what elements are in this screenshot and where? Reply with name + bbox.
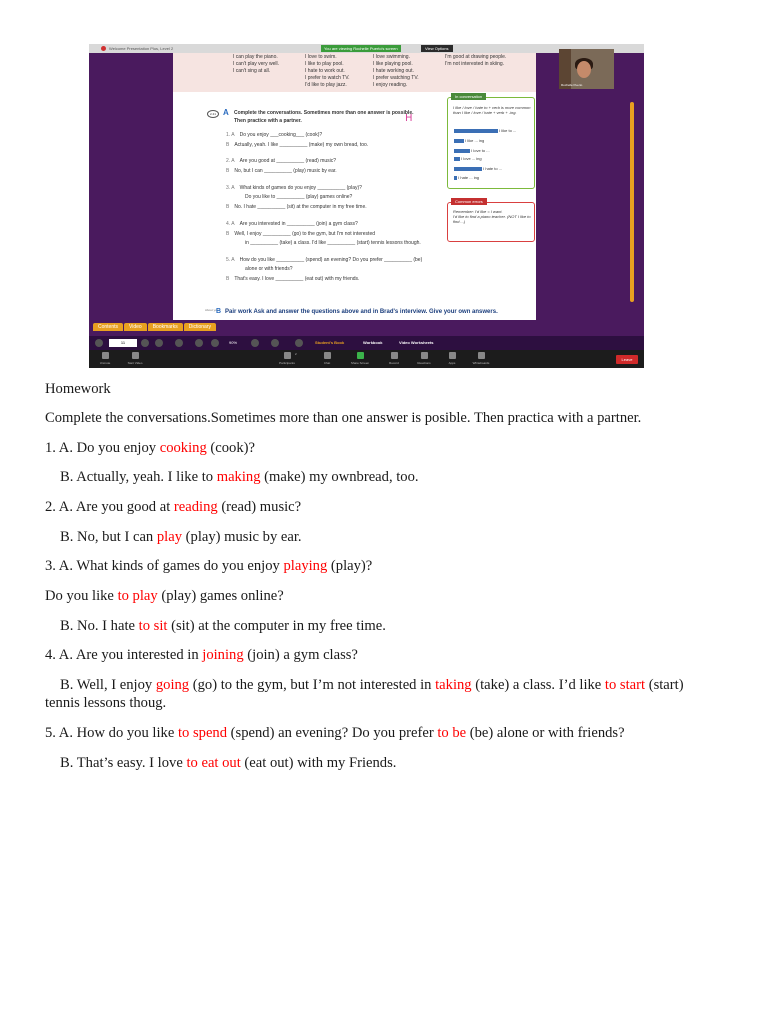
q-text: (take) a class. I’d like [471,677,605,693]
line-text: Are you good at __________ (read) music? [239,158,337,164]
question-1a [45,439,255,457]
usage-label: I love to ... [471,148,490,153]
tab-workbook[interactable]: Workbook [363,340,383,345]
microphone-icon [102,352,109,359]
line-label: 1. A [226,132,235,138]
q-text: B. That’s easy. I love [60,755,187,771]
question-3a-followup [45,587,284,605]
q-text: (be) alone or with friends? [466,725,625,741]
common-errors-text [453,209,531,224]
answer: going [155,677,190,693]
usage-bar-row [454,166,502,171]
tab-contents[interactable]: Contents [93,323,123,331]
usage-bar [454,157,460,161]
question-2a [45,498,301,516]
line-text: No, but I can __________ (play) music by ear. [234,168,337,174]
answer: to be [437,725,467,741]
line-label: B [226,204,230,210]
book-line [245,193,352,201]
usage-bar-row [454,175,479,180]
zoom-level[interactable]: 90% [229,340,238,345]
page-number-input[interactable]: 11 [109,339,137,347]
question-1b [60,468,419,486]
q-text: (go) to the gym, but I’m not interested in [189,677,436,693]
book-line [226,220,358,228]
grammar-cell: I can play the piano. [233,54,278,60]
q-text: (make) my ownbread, too. [260,469,419,485]
line-label: B [226,142,230,148]
book-line [226,230,375,238]
section-letter: B [216,308,222,315]
usage-label: I hate to ... [483,166,503,171]
control-label: Chat [323,361,331,365]
question-4a [45,646,358,664]
common-errors-line: Remember: I'd like = I want. [453,209,503,214]
common-errors-line: I'd like to find a piano teacher. (NOT I like to find ...) [453,214,531,224]
answer: making [216,469,261,485]
control-label: Share Screen [350,361,370,365]
grammar-cell: I like playing pool. [373,61,413,67]
pair-work-line [173,308,536,320]
grammar-cell: I'm not interested in skiing. [445,61,505,67]
line-text: How do you like __________ (spend) an evening? Do you prefer __________ (be) [239,257,423,263]
q-text: (eat out) with my Friends. [240,755,397,771]
handwritten-annotation: H [405,113,413,124]
line-text: Well, I enjoy __________ (go) to the gym, but I'm not interested [234,231,376,237]
share-screen-button[interactable] [348,352,372,365]
line-label: 4. A [226,221,235,227]
usage-label: I like to ... [499,128,517,133]
help-icon[interactable] [295,339,303,347]
q-text: (join) a gym class? [243,647,358,663]
grammar-cell: I prefer to watch TV. [305,75,350,81]
window-title: Welcome Presentation Plus, Level 2 [109,46,174,51]
answer: play [156,529,183,545]
line-text: Do you like to __________ (play) games online? [245,194,353,200]
book-line [226,141,368,149]
double-page-icon[interactable] [155,339,163,347]
control-label: Record [389,361,399,365]
usage-bar-row [454,156,482,161]
prev-page-icon[interactable] [95,339,103,347]
answer: cooking [159,440,207,456]
in-conversation-text: I like / love / hate to + verb is more common than I like / love / hate + verb + -ing. [453,105,531,115]
grammar-cell: I'm good at drawing people. [445,54,507,60]
q-text: (read) music? [217,499,302,515]
grammar-cell: I enjoy reading. [373,82,408,88]
control-label: Reactions [417,361,431,365]
start-video-button[interactable] [123,352,147,365]
grammar-cell: I'd like to play jazz. [305,82,347,88]
answer: reading [173,499,218,515]
tab-dictionary[interactable]: Dictionary [184,323,216,331]
line-label: 2. A [226,158,235,164]
usage-label: I like ... ing [465,138,485,143]
reactions-icon [421,352,428,359]
book-line [226,157,336,165]
q-text: Do you like [45,588,118,604]
in-conversation-tag: In conversation [451,93,486,100]
line-label: 3. A [226,185,235,191]
line-label: 5. A [226,257,235,263]
question-3a [45,557,372,575]
whiteboards-button[interactable] [469,352,493,365]
whiteboard-icon [478,352,485,359]
usage-bar [454,167,482,171]
answer: to eat out [186,755,241,771]
apps-button[interactable] [440,352,464,365]
control-label: Start Video [127,361,143,365]
grammar-cell: I hate working out. [373,68,414,74]
grammar-cell: I can't sing at all. [233,68,271,74]
line-text: Do you enjoy ___cooking___ (cook)? [239,132,323,138]
answer: to play [117,588,158,604]
line-text: alone or with friends? [245,266,293,272]
record-button[interactable] [382,352,406,365]
in-conversation-box [447,94,535,189]
question-4b-continued: tennis lessons thoug. [45,695,167,711]
usage-bar-row [454,138,484,143]
answer: to sit [138,618,168,634]
q-text: 3. A. What kinds of games do you enjoy [45,558,284,574]
grammar-cell: I prefer watching TV. [373,75,419,81]
q-text: (cook)? [206,440,255,456]
q-text: (play)? [327,558,373,574]
answer: to start [604,677,646,693]
grammar-cell: I love swimming. [373,54,410,60]
question-5b [60,754,396,772]
control-label: Apps [448,361,456,365]
grammar-cell: I like to play pool. [305,61,344,67]
line-text: in __________ (take) a class. I'd like __________ (start) tennis lessons though. [245,240,421,246]
record-icon [391,352,398,359]
zoom-meeting-controls [89,350,644,368]
usage-bar-row [454,148,490,153]
question-5a [45,724,625,742]
chat-icon [324,352,331,359]
line-label: B [226,276,230,282]
next-page-icon[interactable] [141,339,149,347]
keyboard-icon[interactable] [271,339,279,347]
camera-icon [132,352,139,359]
share-screen-icon [357,352,364,359]
answer: to spend [177,725,228,741]
leave-button[interactable]: Leave [616,355,638,364]
book-line [226,131,322,139]
apps-icon [449,352,456,359]
audio-icon[interactable]: 2-31 [207,110,219,118]
q-text: B. No, but I can [60,529,157,545]
grammar-cell: I hate to work out. [305,68,345,74]
zoom-screenshot [89,44,644,368]
control-label: Unmute [99,361,111,365]
q-text: (sit) at the computer in my free time. [167,618,386,634]
tab-bookmarks[interactable]: Bookmarks [148,323,183,331]
book-line [245,239,421,247]
question-4b [60,676,684,694]
section-letter: A [223,108,229,117]
grammar-cell: I can't play very well. [233,61,279,67]
usage-bar [454,149,470,153]
usage-label: I hate ... ing [458,175,480,180]
usage-label: I love ... ing [461,156,482,161]
line-label: B [226,168,230,174]
q-text: B. Well, I enjoy [60,677,156,693]
q-text: (play) games online? [157,588,284,604]
grammar-col-2 [305,54,349,89]
record-icon [101,46,106,51]
tab-students-book[interactable]: Student's Book [315,340,345,345]
answer: taking [435,677,472,693]
book-line [226,203,367,211]
q-text: 4. A. Are you interested in [45,647,203,663]
about-you-label: About you [205,308,219,312]
book-line [226,167,337,175]
line-text: What kinds of games do you enjoy __________ (play)? [239,185,362,191]
q-text: B. No. I hate [60,618,139,634]
participant-video[interactable] [559,49,614,89]
common-errors-tag: Common errors [451,198,487,205]
grammar-col-4 [445,54,506,68]
homework-instruction: Complete the conversations.Sometimes more than one answer is posible. Then practica with a partner. [45,410,642,426]
q-text: (start) [645,677,684,693]
share-banner: You are viewing Rochelle Puerto's screen [321,45,401,52]
reactions-button[interactable] [412,352,436,365]
section-instruction: Complete the conversations. Sometimes more than one answer is possible. Then practice with a partner. [234,110,414,124]
participants-icon [284,352,291,359]
chat-button[interactable] [315,352,339,365]
book-viewer-toolbar [89,336,644,350]
q-text: (spend) an evening? Do you prefer [227,725,438,741]
single-page-icon[interactable] [175,339,183,347]
grammar-col-3 [373,54,419,89]
q-text: 5. A. How do you like [45,725,178,741]
zoom-in-icon[interactable] [195,339,203,347]
grammar-table [173,53,536,92]
view-options-button[interactable]: View Options [421,45,453,52]
answer: joining [202,647,244,663]
q-text: 1. A. Do you enjoy [45,440,160,456]
unmute-button[interactable] [93,352,117,365]
question-2b [60,528,302,546]
book-line [226,275,359,283]
usage-bar-row [454,128,516,133]
book-line [226,184,362,192]
line-label: B [226,231,230,237]
control-label: Whiteboards [472,361,490,365]
usage-bar [454,176,457,180]
tab-video[interactable]: Video [124,323,147,331]
zoom-out-icon[interactable] [211,339,219,347]
grammar-cell: I love to swim. [305,54,337,60]
line-text: Are you interested in __________ (join) a gym class? [239,221,358,227]
book-line [245,265,293,273]
participants-count: 2 [295,352,297,356]
q-text: (play) music by ear. [182,529,302,545]
participant-face [577,61,591,78]
fit-page-icon[interactable] [251,339,259,347]
viewer-tabs [93,323,217,333]
book-line [226,256,422,264]
tab-video-worksheets[interactable]: Video Worksheets [399,340,434,345]
question-3b [60,617,386,635]
q-text: B. Actually, yeah. I like to [60,469,217,485]
line-text: That's easy. I love __________ (eat out) with my friends. [234,276,360,282]
line-text: No. I hate __________ (sit) at the computer in my free time. [234,204,367,210]
participant-name: Rochelle Puerto [561,83,583,87]
answer: playing [283,558,328,574]
grammar-col-1 [233,54,279,75]
page-scrollbar[interactable] [630,102,634,302]
usage-bar [454,129,498,133]
homework-title: Homework [45,381,111,397]
q-text: 2. A. Are you good at [45,499,174,515]
usage-bar [454,139,464,143]
pair-work-text: Pair work Ask and answer the questions above and in Brad's interview. Give your own answers. [225,309,498,315]
control-label: Participants [279,361,295,365]
line-text: Actually, yeah. I like __________ (make) my own bread, too. [234,142,369,148]
common-errors-box [447,199,535,242]
